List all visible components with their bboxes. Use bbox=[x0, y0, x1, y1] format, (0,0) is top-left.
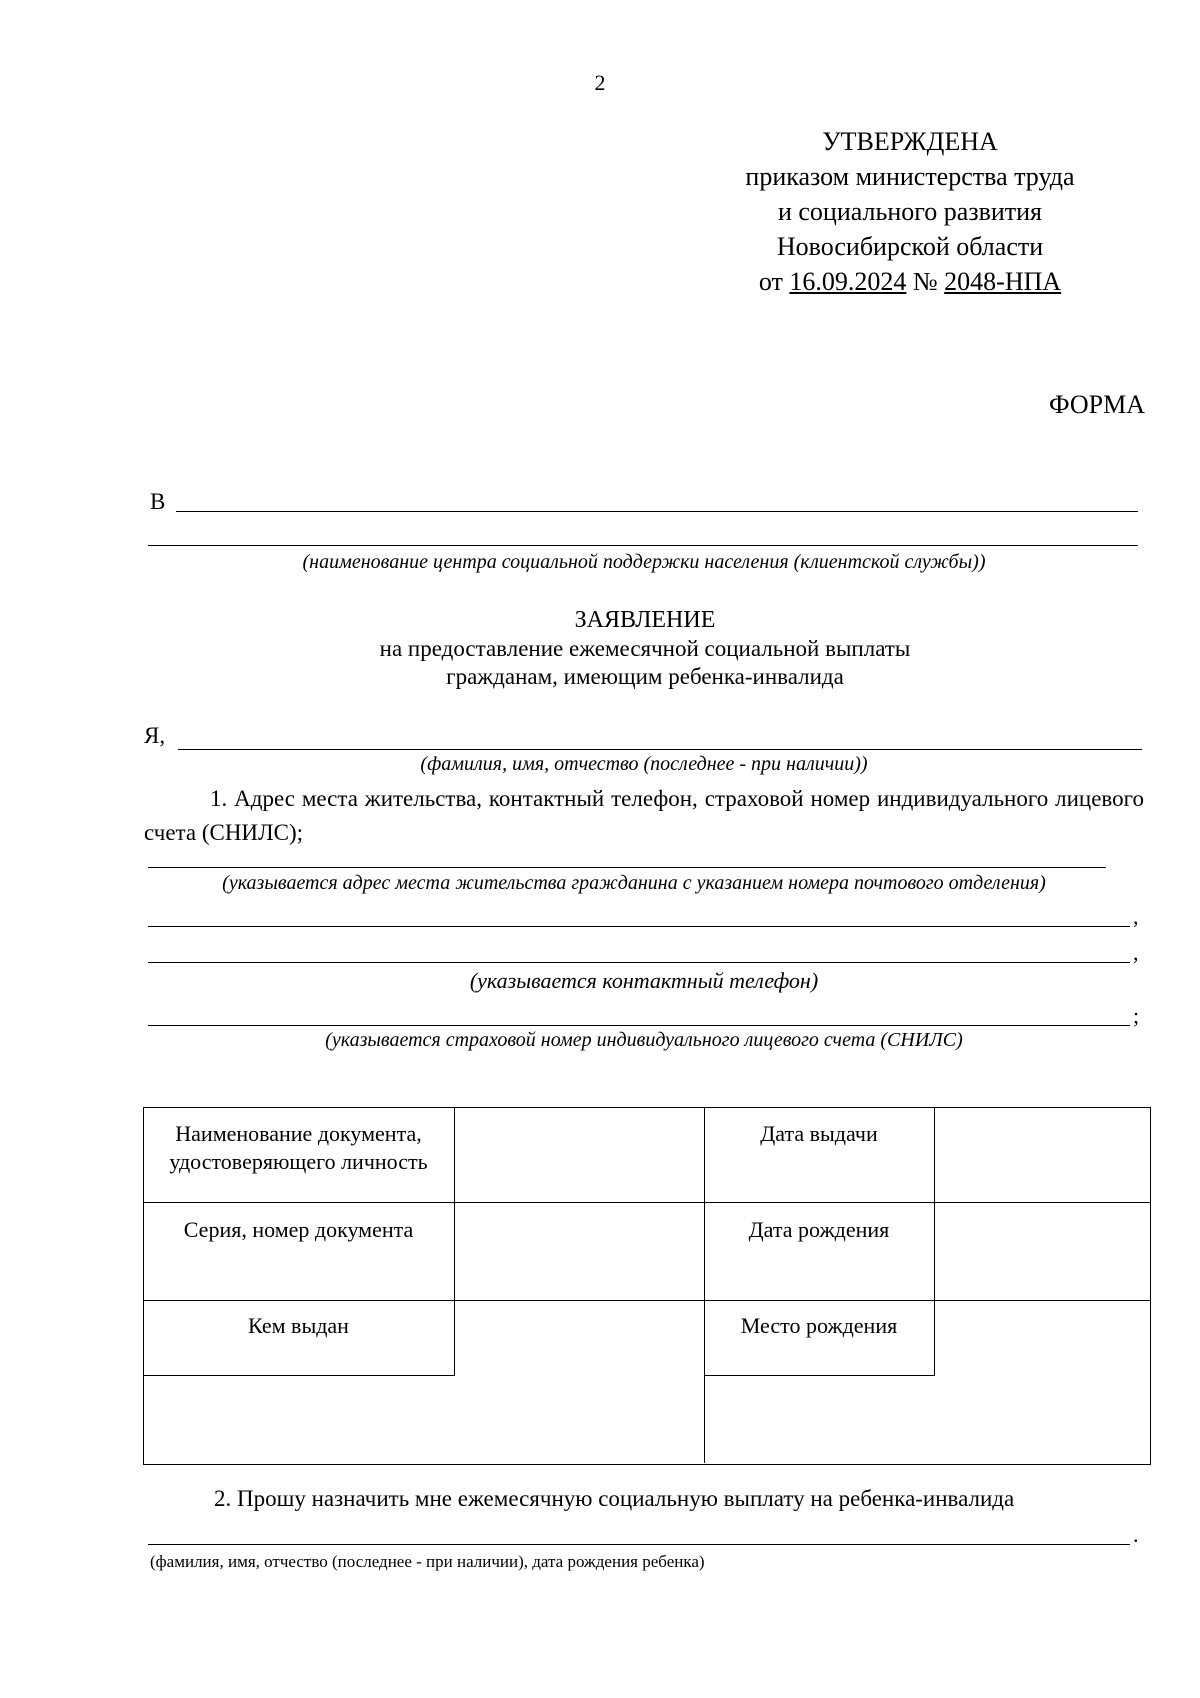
phone-field-line[interactable] bbox=[148, 962, 1130, 963]
doc-name-value-cell[interactable] bbox=[456, 1109, 702, 1201]
phone-hint: (указывается контактный телефон) bbox=[469, 968, 819, 993]
series-number-label: Серия, номер документа bbox=[183, 1217, 414, 1242]
issue-date-value-cell[interactable] bbox=[936, 1109, 1146, 1201]
approval-order-line bbox=[720, 264, 1100, 299]
issued-by-value-cell[interactable] bbox=[456, 1302, 702, 1460]
issue-date-label: Дата выдачи bbox=[760, 1121, 878, 1146]
child-info-hint: (фамилия, имя, отчество (последнее - при наличии), дата рождения ребенка) bbox=[150, 1552, 705, 1571]
snils-field-line[interactable] bbox=[148, 1025, 1130, 1026]
series-number-value-cell[interactable] bbox=[456, 1204, 702, 1299]
approval-line-3: и социального развития bbox=[777, 197, 1043, 226]
approval-number: 2048-НПА bbox=[944, 267, 1062, 296]
approval-block bbox=[720, 124, 1100, 299]
page-number: 2 bbox=[594, 70, 606, 95]
approval-number-sign: № bbox=[912, 267, 938, 296]
approval-title: УТВЕРЖДЕНА bbox=[822, 127, 998, 156]
recipient-field-line-1[interactable] bbox=[176, 511, 1138, 512]
birth-place-value-cell[interactable] bbox=[936, 1302, 1146, 1374]
table-vline-2 bbox=[704, 1107, 705, 1463]
recipient-prefix: В bbox=[150, 489, 166, 514]
item-2-text: 2. Прошу назначить мне ежемесячную социальную выплату на ребенка-инвалида bbox=[214, 1486, 1015, 1511]
form-label: ФОРМА bbox=[1049, 390, 1145, 419]
approval-prefix: от bbox=[758, 267, 783, 296]
address-hint: (указывается адрес места жительства гражданина с указанием номера почтового отделения) bbox=[222, 872, 1046, 894]
table-hline-2 bbox=[143, 1300, 1151, 1301]
document-subtitle-2: гражданам, имеющим ребенка-инвалида bbox=[446, 664, 844, 689]
item-1-text: 1. Адрес места жительства, контактный телефон, страховой номер индивидуального лицевого счета (СНИЛС); bbox=[144, 786, 1144, 845]
applicant-prefix: Я, bbox=[144, 723, 166, 748]
applicant-name-line[interactable] bbox=[178, 749, 1142, 750]
approval-line-2: приказом министерства труда bbox=[745, 162, 1075, 191]
table-vline-1 bbox=[454, 1107, 455, 1375]
recipient-field-line-2[interactable] bbox=[148, 545, 1138, 546]
approval-line-4: Новосибирской области bbox=[776, 232, 1044, 261]
comma-2: , bbox=[1133, 940, 1139, 965]
table-hline-1 bbox=[143, 1202, 1151, 1203]
child-info-field-line[interactable] bbox=[148, 1544, 1130, 1545]
applicant-hint: (фамилия, имя, отчество (последнее - при наличии)) bbox=[420, 753, 868, 775]
table-hline-3b bbox=[704, 1375, 935, 1376]
birth-date-label: Дата рождения bbox=[748, 1217, 890, 1242]
item-2-period: . bbox=[1133, 1522, 1139, 1547]
recipient-hint: (наименование центра социальной поддержки населения (клиентской службы)) bbox=[302, 551, 986, 573]
snils-hint: (указывается страховой номер индивидуального лицевого счета (СНИЛС) bbox=[325, 1029, 963, 1051]
approval-date: 16.09.2024 bbox=[789, 267, 907, 296]
document-subtitle-1: на предоставление ежемесячной социальной выплаты bbox=[379, 636, 911, 661]
table-hline-3a bbox=[143, 1375, 455, 1376]
comma-1: , bbox=[1133, 904, 1139, 929]
doc-name-label: Наименование документа, удостоверяющего личность bbox=[169, 1121, 428, 1174]
identity-document-table bbox=[143, 1107, 1151, 1465]
table-vline-3 bbox=[934, 1107, 935, 1375]
birth-place-label: Место рождения bbox=[740, 1313, 898, 1338]
address-field-line-2[interactable] bbox=[148, 926, 1130, 927]
issued-by-label: Кем выдан bbox=[248, 1313, 349, 1338]
document-title: ЗАЯВЛЕНИЕ bbox=[574, 607, 716, 633]
birth-date-value-cell[interactable] bbox=[936, 1204, 1146, 1299]
semicolon: ; bbox=[1133, 1003, 1140, 1028]
address-field-line[interactable] bbox=[148, 867, 1106, 868]
